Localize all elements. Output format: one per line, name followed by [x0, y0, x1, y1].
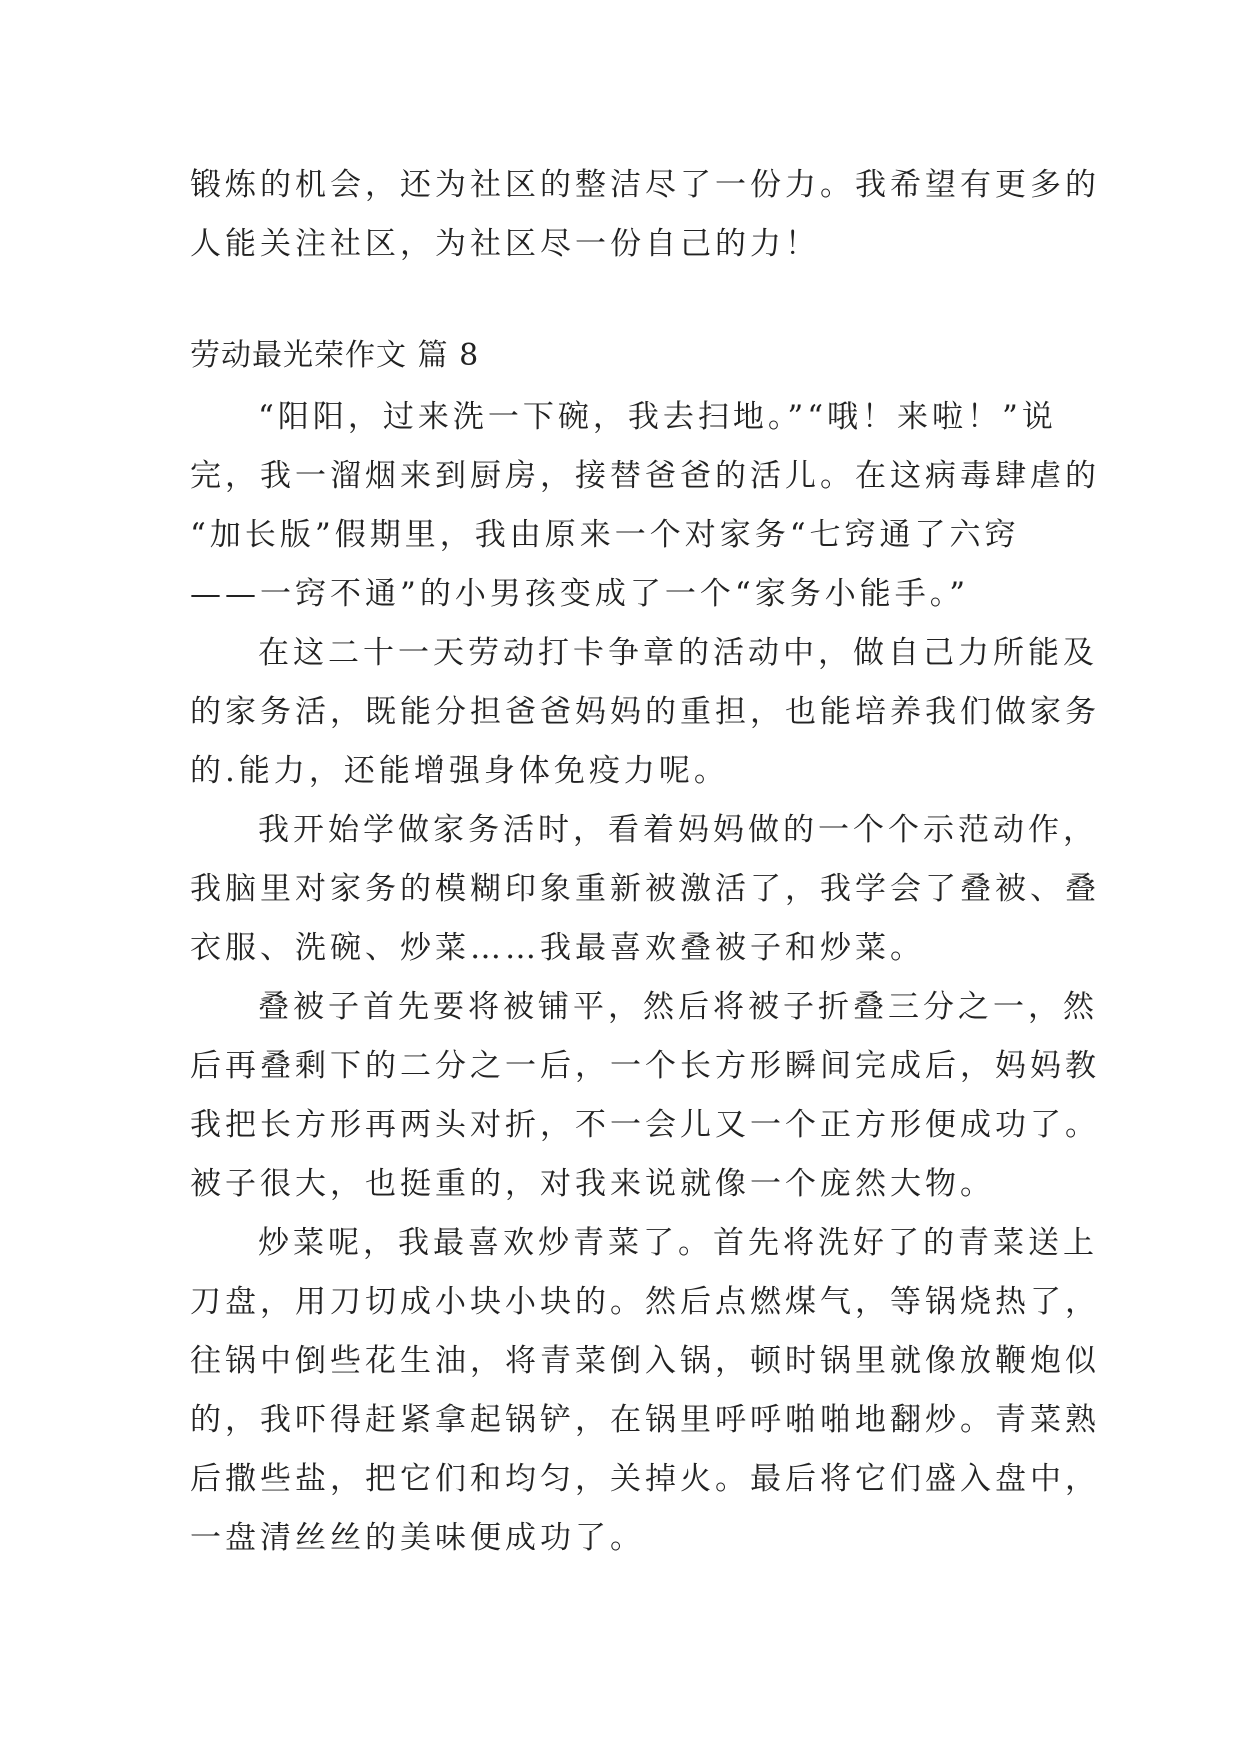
text-line: ——一窍不通”的小男孩变成了一个“家务小能手。”	[190, 576, 970, 612]
text-line: “阳阳，过来洗一下碗，我去扫地。”“哦！来啦！”说	[258, 399, 1057, 435]
section-heading-block	[190, 326, 1070, 385]
text-line: 往锅中倒些花生油，将青菜倒入锅，顿时锅里就像放鞭炮似	[190, 1343, 1100, 1379]
text-line: 人能关注社区，为社区尽一份自己的力！	[190, 226, 820, 262]
text-line: “加长版”假期里，我由原来一个对家务“七窍通了六窍	[190, 517, 1020, 553]
text-line: 我开始学做家务活时，看着妈妈做的一个个示范动作，	[258, 812, 1098, 848]
text-line: 被子很大，也挺重的，对我来说就像一个庞然大物。	[190, 1166, 995, 1202]
text-line: 炒菜呢，我最喜欢炒青菜了。首先将洗好了的青菜送上	[258, 1225, 1098, 1261]
paragraph-4	[190, 978, 1100, 1214]
text-line: 的.能力，还能增强身体免疫力呢。	[190, 753, 729, 789]
paragraph-3	[190, 801, 1100, 978]
section-heading: 劳动最光荣作文 篇 8	[190, 338, 480, 373]
text-line: 锻炼的机会，还为社区的整洁尽了一份力。我希望有更多的	[190, 167, 1100, 203]
text-line: 衣服、洗碗、炒菜……我最喜欢叠被子和炒菜。	[190, 930, 925, 966]
text-line: 我把长方形再两头对折，不一会儿又一个正方形便成功了。	[190, 1107, 1100, 1143]
text-line: 的，我吓得赶紧拿起锅铲，在锅里呼呼啪啪地翻炒。青菜熟	[190, 1402, 1100, 1438]
text-line: 在这二十一天劳动打卡争章的活动中，做自己力所能及	[258, 635, 1098, 671]
text-line: 一盘清丝丝的美味便成功了。	[190, 1520, 645, 1556]
text-line: 刀盘，用刀切成小块小块的。然后点燃煤气，等锅烧热了，	[190, 1284, 1100, 1320]
paragraph-5	[190, 1214, 1100, 1568]
text-line: 我脑里对家务的模糊印象重新被激活了，我学会了叠被、叠	[190, 871, 1100, 907]
continued-paragraph	[190, 156, 1100, 274]
text-line: 后撒些盐，把它们和均匀，关掉火。最后将它们盛入盘中，	[190, 1461, 1100, 1497]
text-line: 叠被子首先要将被铺平，然后将被子折叠三分之一，然	[258, 989, 1098, 1025]
paragraph-2	[190, 624, 1100, 801]
paragraph-1	[190, 388, 1100, 624]
text-line: 完，我一溜烟来到厨房，接替爸爸的活儿。在这病毒肆虐的	[190, 458, 1100, 494]
text-line: 后再叠剩下的二分之一后，一个长方形瞬间完成后，妈妈教	[190, 1048, 1100, 1084]
text-line: 的家务活，既能分担爸爸妈妈的重担，也能培养我们做家务	[190, 694, 1100, 730]
